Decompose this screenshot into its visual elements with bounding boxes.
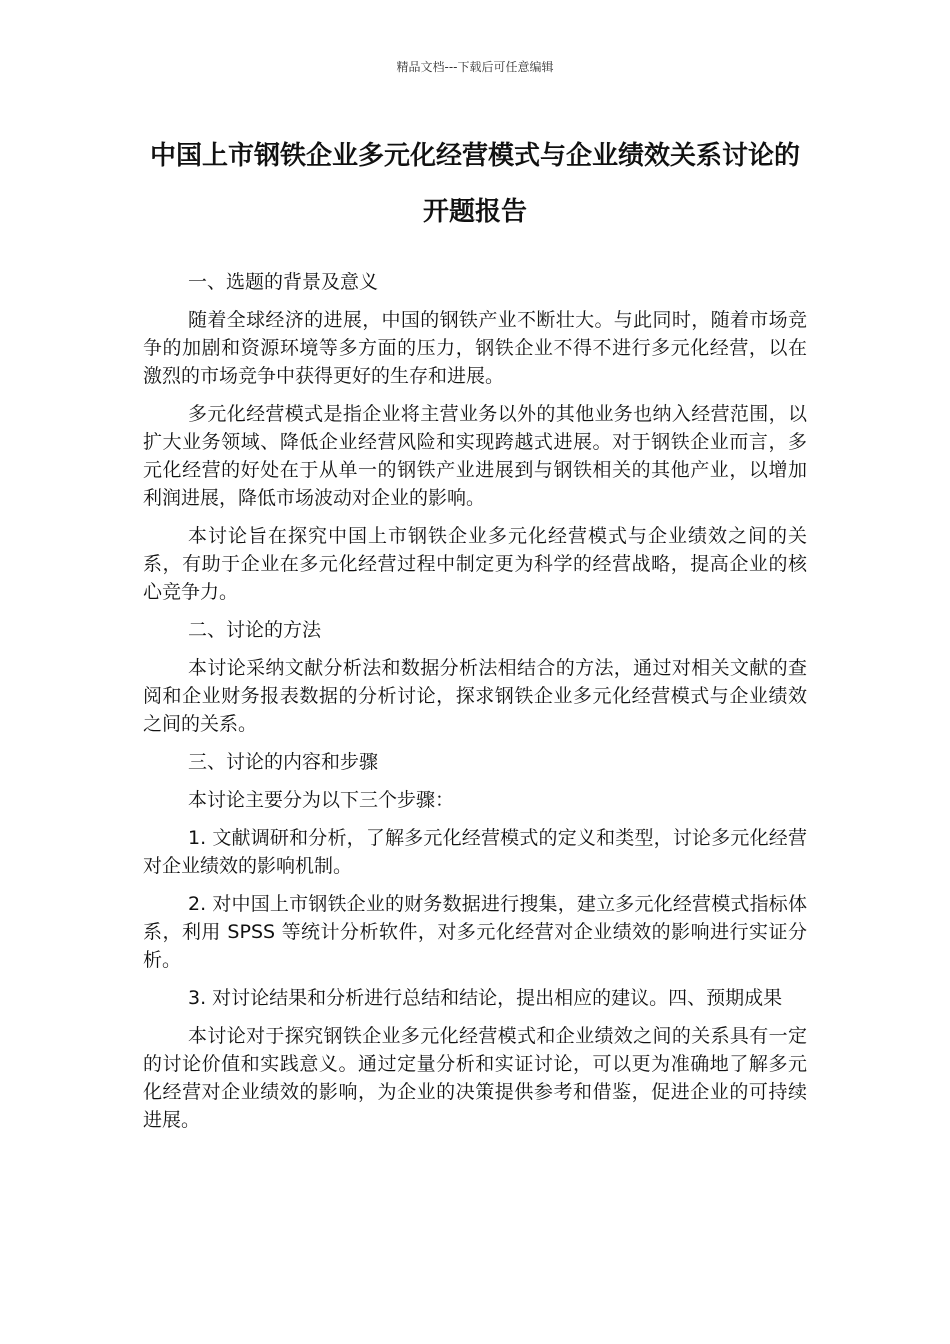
paragraph: 多元化经营模式是指企业将主营业务以外的其他业务也纳入经营范围，以扩大业务领域、降低企业经营风险和实现跨越式进展。对于钢铁企业而言，多元化经营的好处在于从单一的钢铁产业进展到与钢铁相关的其他产业，以增加利润进展，降低市场波动对企业的影响。 (143, 403, 807, 509)
document-body (143, 268, 807, 1144)
paragraph: 本讨论旨在探究中国上市钢铁企业多元化经营模式与企业绩效之间的关系，有助于企业在多元化经营过程中制定更为科学的经营战略，提高企业的核心竞争力。 (143, 525, 807, 603)
paragraph: 随着全球经济的进展，中国的钢铁产业不断壮大。与此同时，随着市场竞争的加剧和资源环境等多方面的压力，钢铁企业不得不进行多元化经营，以在激烈的市场竞争中获得更好的生存和进展。 (143, 309, 807, 387)
section-heading-content: 三、讨论的内容和步骤 (188, 751, 379, 773)
step-item: 3. 对讨论结果和分析进行总结和结论，提出相应的建议。四、预期成果 (188, 987, 783, 1009)
section-heading-method: 二、讨论的方法 (188, 619, 322, 641)
paragraph: 本讨论对于探究钢铁企业多元化经营模式和企业绩效之间的关系具有一定的讨论价值和实践意义。通过定量分析和实证讨论，可以更为准确地了解多元化经营对企业绩效的影响，为企业的决策提供参考和借鉴，促进企业的可持续进展。 (143, 1025, 807, 1131)
header-note: 精品文档---下载后可任意编辑 (396, 60, 554, 74)
section-heading-background: 一、选题的背景及意义 (188, 271, 379, 293)
document-title: 中国上市钢铁企业多元化经营模式与企业绩效关系讨论的开题报告 (149, 141, 800, 227)
paragraph: 本讨论主要分为以下三个步骤： (188, 789, 455, 811)
paragraph: 本讨论采纳文献分析法和数据分析法相结合的方法，通过对相关文献的查阅和企业财务报表数据的分析讨论，探求钢铁企业多元化经营模式与企业绩效之间的关系。 (143, 657, 807, 735)
step-item: 2. 对中国上市钢铁企业的财务数据进行搜集，建立多元化经营模式指标体系，利用 SPSS 等统计分析软件，对多元化经营对企业绩效的影响进行实证分析。 (143, 893, 807, 971)
step-item: 1. 文献调研和分析，了解多元化经营模式的定义和类型，讨论多元化经营对企业绩效的影响机制。 (143, 827, 807, 877)
